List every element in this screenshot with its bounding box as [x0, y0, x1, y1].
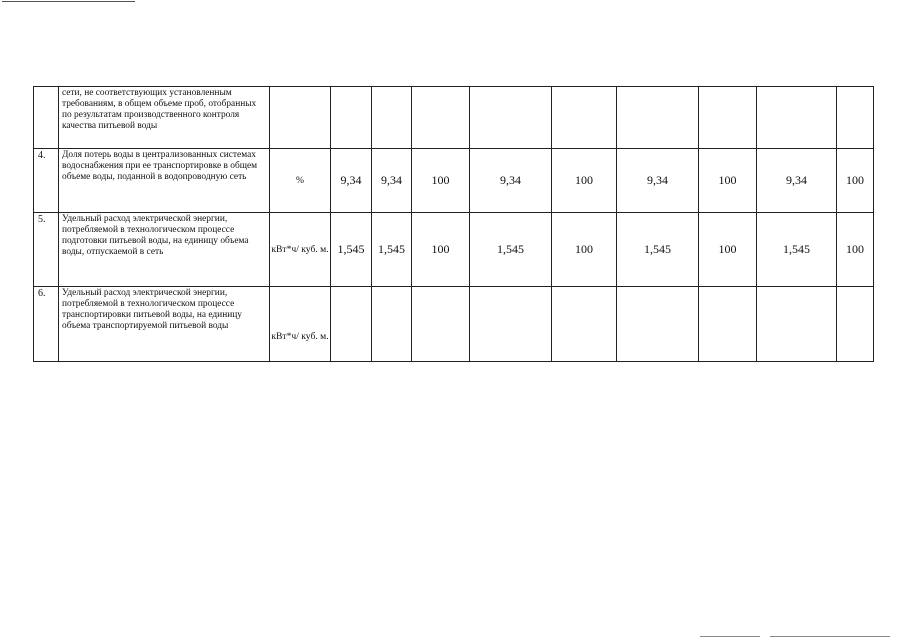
unit-cell: %: [270, 149, 331, 213]
row-number: 5.: [34, 213, 59, 287]
value-cell: 1,545: [372, 213, 412, 287]
indicator-name: Удельный расход электрической энергии, потребляемой в технологическом процессе транспортировки питьевой воды, на единицу объема транспортируемой питьевой воды: [59, 287, 270, 362]
table-row: [34, 287, 874, 362]
value-cell: [331, 87, 372, 149]
unit-cell: [270, 87, 331, 149]
value-cell: [470, 287, 552, 362]
value-cell: [552, 87, 617, 149]
unit-cell: кВт*ч/ куб. м.: [270, 287, 331, 362]
value-cell: [757, 287, 837, 362]
indicators-table: [33, 86, 874, 362]
value-cell: [372, 287, 412, 362]
value-cell: [552, 287, 617, 362]
value-cell: 9,34: [470, 149, 552, 213]
value-cell: 100: [552, 149, 617, 213]
value-cell: 1,545: [331, 213, 372, 287]
table-row: [34, 213, 874, 287]
value-cell: [412, 287, 470, 362]
value-cell: 100: [412, 149, 470, 213]
value-cell: [412, 87, 470, 149]
value-cell: 9,34: [617, 149, 699, 213]
value-cell: [757, 87, 837, 149]
value-cell: 1,545: [617, 213, 699, 287]
value-cell: 1,545: [470, 213, 552, 287]
value-cell: 100: [699, 213, 757, 287]
value-cell: [331, 287, 372, 362]
scan-rule: [770, 636, 890, 637]
value-cell: [699, 287, 757, 362]
value-cell: 100: [837, 149, 874, 213]
value-cell: 9,34: [757, 149, 837, 213]
value-cell: [470, 87, 552, 149]
unit-cell: кВт*ч/ куб. м.: [270, 213, 331, 287]
top-rule: [2, 1, 135, 2]
row-number: 4.: [34, 149, 59, 213]
value-cell: [617, 87, 699, 149]
value-cell: [837, 87, 874, 149]
value-cell: [699, 87, 757, 149]
indicator-name: Доля потерь воды в централизованных системах водоснабжения при ее транспортировке в общем объеме воды, поданной в водопроводную сеть: [59, 149, 270, 213]
row-number: [34, 87, 59, 149]
indicator-name: сети, не соответствующих установленным требованиям, в общем объеме проб, отобранных по результатам производственного контроля качества питьевой воды: [59, 87, 270, 149]
table-row: [34, 149, 874, 213]
value-cell: [837, 287, 874, 362]
value-cell: 9,34: [331, 149, 372, 213]
scan-rule: [700, 636, 760, 637]
value-cell: [372, 87, 412, 149]
value-cell: 100: [837, 213, 874, 287]
indicator-name: Удельный расход электрической энергии, потребляемой в технологическом процессе подготовки питьевой воды, на единицу объема воды, отпускаемой в сеть: [59, 213, 270, 287]
value-cell: 100: [699, 149, 757, 213]
value-cell: [617, 287, 699, 362]
value-cell: 100: [412, 213, 470, 287]
value-cell: 100: [552, 213, 617, 287]
value-cell: 9,34: [372, 149, 412, 213]
value-cell: 1,545: [757, 213, 837, 287]
row-number: 6.: [34, 287, 59, 362]
table-row: [34, 87, 874, 149]
